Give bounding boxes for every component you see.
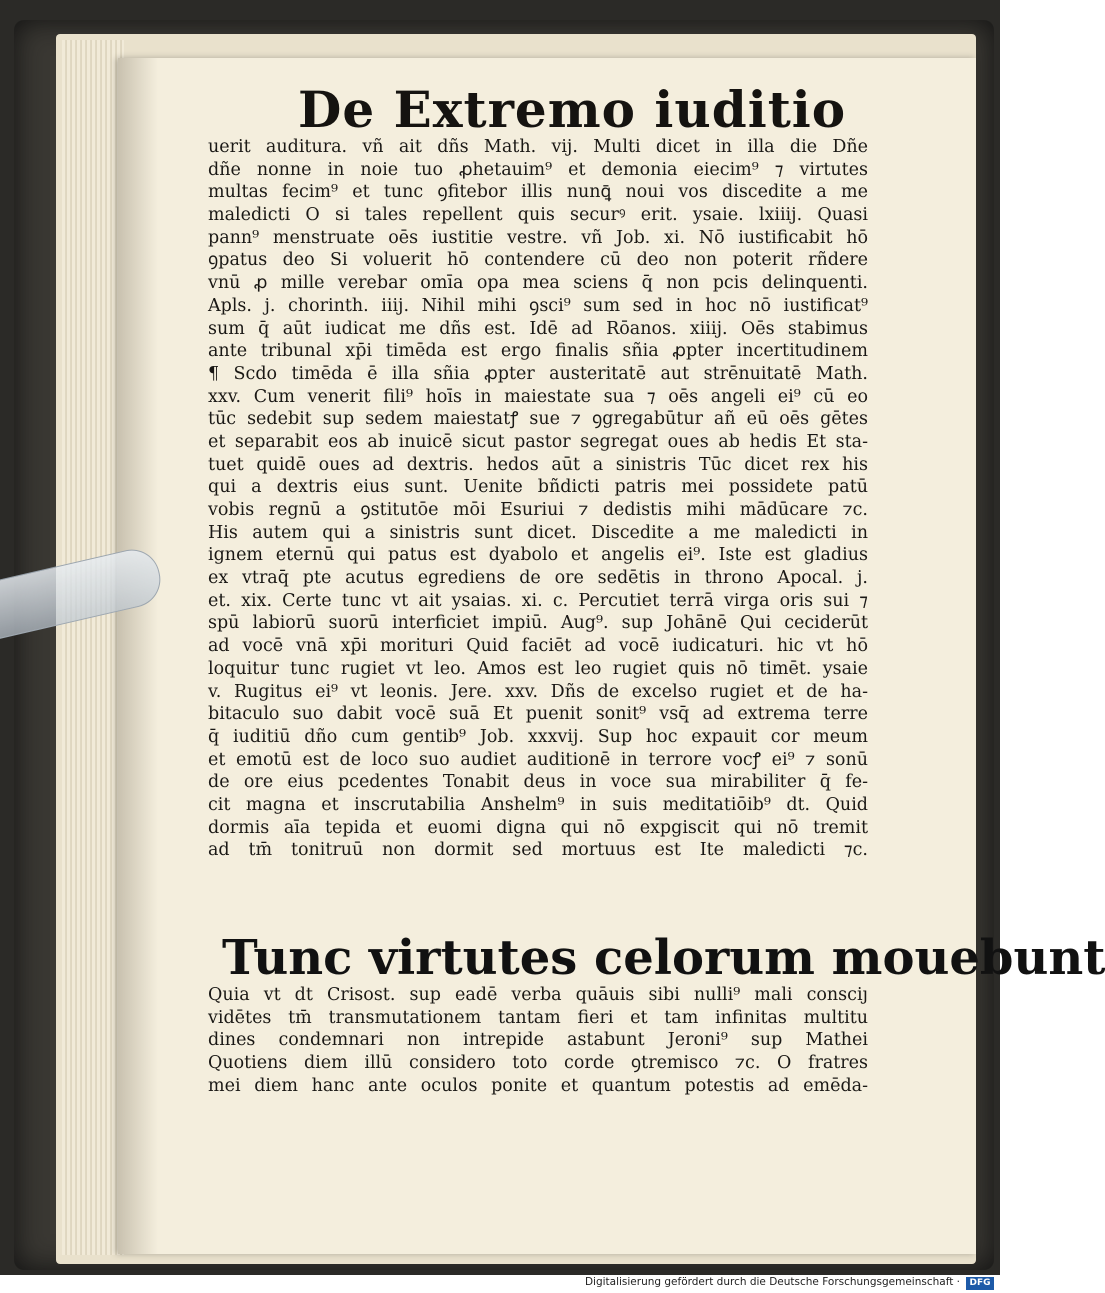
text-line: vnū ꝓ mille verebar omīa opa mea sciens q̄ non pcis delinquenti. <box>208 273 868 294</box>
text-line: cit magna et inscrutabilia Anshelm⁹ in suis meditatiōib⁹ dt. Quid <box>208 794 868 815</box>
text-line: ad tm̄ tonitruū non dormit sed mortuus est Ite maledicti ⁊c. <box>208 840 868 861</box>
text-line: uerit auditura. vñ ait dñs Math. vij. Multi dicet in illa die Dñe <box>208 137 868 157</box>
dfg-logo: DFG <box>966 1277 994 1290</box>
text-line: bitaculo suo dabit vocē suā Et puenit sonit⁹ vsq̄ ad extrema terre <box>208 704 868 725</box>
page-gutter-shadow <box>118 58 158 1254</box>
text-line: sum q̄ aūt iudicat me dñs est. Idē ad Rōanos. xiiij. Oēs stabimus <box>208 318 868 339</box>
text-line: vidētes tm̄ transmutationem tantam fieri et tam infinitas multitu <box>208 1007 868 1028</box>
text-line: ꝯpatus deo Si voluerit hō contendere cū deo non poterit rñdere <box>208 250 868 271</box>
text-line: Apls. j. chorinth. iiij. Nihil mihi ꝯsci⁹ sum sed in hoc nō iustificat⁹ <box>208 295 868 316</box>
text-line: ex vtraq̄ pte acutus egrediens de ore sedētis in throno Apocal. j. <box>208 568 868 589</box>
text-line: de ore eius pcedentes Tonabit deus in voce sua mirabiliter q̄ fe- <box>208 772 868 793</box>
text-line: loquitur tunc rugiet vt leo. Amos est leo rugiet quis nō timēt. ysaie <box>208 658 868 679</box>
text-line: et emotū est de loco suo audiet auditionē in terrore vocꝭ ei⁹ ⁊ sonū <box>208 749 868 770</box>
text-line: ante tribunal xp̄i timēda est ergo finalis sñia ꝓpter incertitudinem <box>208 341 868 362</box>
text-line: vobis regnū a ꝯstitutōe mōi Esuriui ⁊ dedistis mihi mādūcare ⁊c. <box>208 500 868 520</box>
text-line: His autem qui a sinistris sunt dicet. Discedite a me maledicti in <box>208 522 868 543</box>
text-line: ad vocē vnā xp̄i morituri Quid faciēt ad vocē iudicaturi. hic vt hō <box>208 636 868 657</box>
text-line: tuet quidē oues ad dextris. hedos aūt a sinistris Tūc dicet rex his <box>208 454 868 475</box>
text-line: mei diem hanc ante oculos ponite et quantum potestis ad emēda- <box>208 1075 868 1096</box>
text-line: pann⁹ menstruate oēs iustitie vestre. vñ Job. xi. Nō iustificabit hō <box>208 227 868 248</box>
text-line: dormis aīa tepida et euomi digna qui nō expgiscit qui nō tremit <box>208 817 868 838</box>
page-heading: De Extremo iuditio <box>298 80 847 139</box>
text-line: et separabit eos ab inuicē sicut pastor segregat oues ab hedis Et sta- <box>208 431 868 452</box>
text-line: ¶ Scdo timēda ē illa sñia ꝓpter austeritatē aut strēnuitatē Math. <box>208 363 868 384</box>
text-line: xxv. Cum venerit fili⁹ hoīs in maiestate sua ⁊ oēs angeli ei⁹ cū eo <box>208 386 868 407</box>
body-text-block <box>208 136 868 862</box>
text-line: Quia vt dt Crisost. sup eadē verba quāuis sibi nulli⁹ mali consciȷ <box>208 985 868 1005</box>
text-line: dñe nonne in noie tuo ꝓhetauim⁹ et demonia eiecim⁹ ⁊ virtutes <box>208 159 868 180</box>
text-line: ignem eternū qui patus est dyabolo et angelis ei⁹. Iste est gladius <box>208 545 868 566</box>
text-line: qui a dextris eius sunt. Uenite bñdicti patris mei possidete patū <box>208 477 868 498</box>
text-line: Quotiens diem illū considero toto corde ꝯtremisco ⁊c. O fratres <box>208 1053 868 1074</box>
body-text-block-2 <box>208 984 868 1097</box>
text-line: dines condemnari non intrepide astabunt Jeroni⁹ sup Mathei <box>208 1030 868 1051</box>
section-heading: Tunc virtutes celorum mouebunt <box>222 930 1105 986</box>
footer-credit: Digitalisierung gefördert durch die Deutsche Forschungsgemeinschaft · <box>584 1276 960 1288</box>
page-edges <box>62 40 124 1255</box>
text-line: maledicti O si tales repellent quis securꝰ erit. ysaie. lxiiij. Quasi <box>208 205 868 226</box>
text-line: spū labiorū suorū interficiet impiū. Aug⁹. sup Johānē Qui ceciderūt <box>208 613 868 634</box>
text-line: et. xix. Certe tunc vt ait ysaias. xi. c. Percutiet terrā virga oris sui ⁊ <box>208 590 868 611</box>
footer-bar <box>0 1275 1000 1293</box>
text-line: multas fecim⁹ et tunc ꝯfitebor illis nunꝗ̄ noui vos discedite a me <box>208 182 868 203</box>
text-line: q̄ iuditiū dño cum gentib⁹ Job. xxxvij. Sup hoc expauit cor meum <box>208 726 868 747</box>
text-line: tūc sedebit sup sedem maiestatꝭ sue ⁊ ꝯgregabūtur añ eū oēs gētes <box>208 409 868 430</box>
text-line: v. Rugitus ei⁹ vt leonis. Jere. xxv. Dñs de excelso rugiet et de ha- <box>208 681 868 702</box>
